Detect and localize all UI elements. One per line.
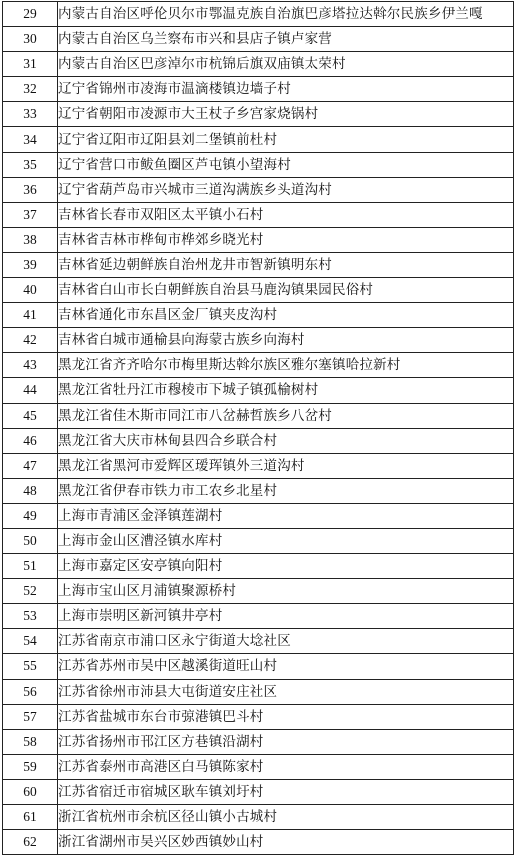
- village-name: 黑龙江省伊春市铁力市工农乡北星村: [58, 478, 514, 503]
- village-name: 吉林省白城市通榆县向海蒙古族乡向海村: [58, 328, 514, 353]
- table-row: [3, 102, 514, 127]
- village-name: 辽宁省辽阳市辽阳县刘二堡镇前杜村: [58, 127, 514, 152]
- row-number: 39: [3, 252, 58, 277]
- table-row: [3, 52, 514, 77]
- village-list-table: [2, 1, 514, 855]
- row-number: 30: [3, 27, 58, 52]
- table-row: [3, 303, 514, 328]
- table-row: [3, 2, 514, 27]
- table-row: [3, 528, 514, 553]
- table-row: [3, 779, 514, 804]
- table-row: [3, 579, 514, 604]
- village-name: 黑龙江省牡丹江市穆棱市下城子镇孤榆树村: [58, 378, 514, 403]
- row-number: 61: [3, 805, 58, 830]
- table-row: [3, 704, 514, 729]
- table-row: [3, 503, 514, 528]
- table-row: [3, 729, 514, 754]
- village-name: 江苏省徐州市沛县大屯街道安庄社区: [58, 679, 514, 704]
- row-number: 43: [3, 353, 58, 378]
- row-number: 33: [3, 102, 58, 127]
- row-number: 52: [3, 579, 58, 604]
- row-number: 42: [3, 328, 58, 353]
- row-number: 47: [3, 453, 58, 478]
- table-row: [3, 754, 514, 779]
- village-name: 浙江省杭州市余杭区径山镇小古城村: [58, 805, 514, 830]
- row-number: 58: [3, 729, 58, 754]
- village-name: 浙江省湖州市吴兴区妙西镇妙山村: [58, 830, 514, 855]
- village-name: 江苏省苏州市吴中区越溪街道旺山村: [58, 654, 514, 679]
- village-list-body: [3, 2, 514, 855]
- table-row: [3, 478, 514, 503]
- table-row: [3, 679, 514, 704]
- table-row: [3, 278, 514, 303]
- row-number: 34: [3, 127, 58, 152]
- village-name: 辽宁省营口市鲅鱼圈区芦屯镇小望海村: [58, 152, 514, 177]
- village-name: 黑龙江省大庆市林甸县四合乡联合村: [58, 428, 514, 453]
- village-name: 吉林省通化市东昌区金厂镇夹皮沟村: [58, 303, 514, 328]
- row-number: 36: [3, 177, 58, 202]
- table-row: [3, 604, 514, 629]
- village-name: 辽宁省锦州市凌海市温滴楼镇边墙子村: [58, 77, 514, 102]
- village-name: 江苏省南京市浦口区永宁街道大埝社区: [58, 629, 514, 654]
- village-name: 内蒙古自治区乌兰察布市兴和县店子镇卢家营: [58, 27, 514, 52]
- table-row: [3, 353, 514, 378]
- table-row: [3, 654, 514, 679]
- row-number: 59: [3, 754, 58, 779]
- table-row: [3, 554, 514, 579]
- row-number: 51: [3, 554, 58, 579]
- village-name: 吉林省白山市长白朝鲜族自治县马鹿沟镇果园民俗村: [58, 278, 514, 303]
- village-name: 黑龙江省黑河市爱辉区瑷珲镇外三道沟村: [58, 453, 514, 478]
- village-name: 江苏省宿迁市宿城区耿车镇刘圩村: [58, 779, 514, 804]
- row-number: 31: [3, 52, 58, 77]
- table-row: [3, 378, 514, 403]
- village-name: 上海市青浦区金泽镇莲湖村: [58, 503, 514, 528]
- village-name: 上海市金山区漕泾镇水库村: [58, 528, 514, 553]
- row-number: 53: [3, 604, 58, 629]
- village-name: 上海市宝山区月浦镇聚源桥村: [58, 579, 514, 604]
- table-row: [3, 830, 514, 855]
- village-name: 吉林省吉林市桦甸市桦郊乡晓光村: [58, 227, 514, 252]
- village-name: 黑龙江省佳木斯市同江市八岔赫哲族乡八岔村: [58, 403, 514, 428]
- row-number: 56: [3, 679, 58, 704]
- row-number: 41: [3, 303, 58, 328]
- village-name: 辽宁省葫芦岛市兴城市三道沟满族乡头道沟村: [58, 177, 514, 202]
- row-number: 50: [3, 528, 58, 553]
- table-row: [3, 227, 514, 252]
- village-name: 江苏省泰州市高港区白马镇陈家村: [58, 754, 514, 779]
- row-number: 48: [3, 478, 58, 503]
- table-row: [3, 202, 514, 227]
- table-row: [3, 629, 514, 654]
- table-row: [3, 328, 514, 353]
- row-number: 49: [3, 503, 58, 528]
- table-row: [3, 27, 514, 52]
- row-number: 35: [3, 152, 58, 177]
- table-row: [3, 152, 514, 177]
- row-number: 55: [3, 654, 58, 679]
- row-number: 46: [3, 428, 58, 453]
- row-number: 37: [3, 202, 58, 227]
- village-name: 黑龙江省齐齐哈尔市梅里斯达斡尔族区雅尔塞镇哈拉新村: [58, 353, 514, 378]
- table-row: [3, 805, 514, 830]
- table-row: [3, 77, 514, 102]
- row-number: 62: [3, 830, 58, 855]
- row-number: 40: [3, 278, 58, 303]
- row-number: 45: [3, 403, 58, 428]
- village-name: 上海市嘉定区安亭镇向阳村: [58, 554, 514, 579]
- village-name: 吉林省延边朝鲜族自治州龙井市智新镇明东村: [58, 252, 514, 277]
- row-number: 38: [3, 227, 58, 252]
- table-row: [3, 127, 514, 152]
- row-number: 32: [3, 77, 58, 102]
- table-row: [3, 177, 514, 202]
- table-row: [3, 403, 514, 428]
- row-number: 60: [3, 779, 58, 804]
- village-name: 内蒙古自治区呼伦贝尔市鄂温克族自治旗巴彦塔拉达斡尔民族乡伊兰嘎: [58, 2, 514, 27]
- table-row: [3, 428, 514, 453]
- table-row: [3, 252, 514, 277]
- village-name: 内蒙古自治区巴彦淖尔市杭锦后旗双庙镇太荣村: [58, 52, 514, 77]
- village-name: 上海市崇明区新河镇井亭村: [58, 604, 514, 629]
- row-number: 54: [3, 629, 58, 654]
- row-number: 44: [3, 378, 58, 403]
- row-number: 57: [3, 704, 58, 729]
- village-name: 江苏省扬州市邗江区方巷镇沿湖村: [58, 729, 514, 754]
- table-row: [3, 453, 514, 478]
- village-name: 江苏省盐城市东台市弶港镇巴斗村: [58, 704, 514, 729]
- village-name: 吉林省长春市双阳区太平镇小石村: [58, 202, 514, 227]
- row-number: 29: [3, 2, 58, 27]
- village-name: 辽宁省朝阳市凌源市大王杖子乡宫家烧锅村: [58, 102, 514, 127]
